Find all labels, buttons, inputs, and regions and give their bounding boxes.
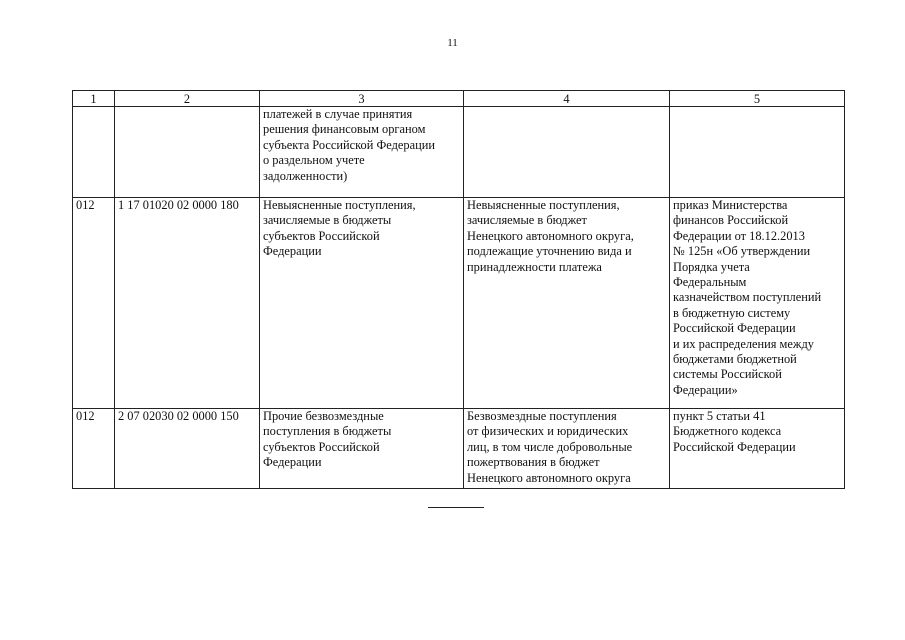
cell-text-line: пункт 5 статьи 41: [673, 409, 766, 423]
cell-text-line: субъектов Российской: [263, 439, 380, 454]
cell-legal-basis: [670, 107, 845, 198]
cell-text-line: Федерации: [263, 244, 322, 259]
cell-text-line: субъектов Российской: [263, 228, 380, 243]
cell-text-line: подлежащие уточнению вида и: [467, 244, 632, 259]
cell-text-line: бюджетами бюджетной: [673, 352, 797, 367]
cell-admin-code: 012: [73, 409, 115, 489]
cell-text-line: пожертвования в бюджет: [467, 455, 600, 470]
cell-text-line: поступления в бюджеты: [263, 424, 392, 439]
cell-income-name: [260, 409, 464, 489]
cell-text-line: Бюджетного кодекса: [673, 424, 782, 439]
cell-text-line: платежей в случае принятия: [263, 107, 413, 121]
cell-text-line: решения финансовым органом: [263, 122, 426, 137]
cell-legal-basis: [670, 409, 845, 489]
cell-income-description: [464, 409, 670, 489]
cell-admin-code: [73, 107, 115, 198]
cell-text-line: в бюджетную систему: [673, 305, 791, 320]
cell-text-line: Российской Федерации: [673, 439, 796, 454]
cell-text-line: и их распределения между: [673, 336, 814, 351]
cell-budget-classification-code: 1 17 01020 02 0000 180: [115, 198, 260, 409]
cell-text-line: Ненецкого автономного округа: [467, 470, 631, 485]
cell-text-line: Ненецкого автономного округа,: [467, 228, 634, 243]
cell-income-name: [260, 198, 464, 409]
table-row: [73, 107, 845, 198]
cell-text-line: лиц, в том числе добровольные: [467, 439, 633, 454]
cell-text-line: принадлежности платежа: [467, 259, 602, 274]
cell-text-line: № 125н «Об утверждении: [673, 244, 811, 259]
cell-legal-basis: [670, 198, 845, 409]
cell-text-line: от физических и юридических: [467, 424, 629, 439]
header-col-3: 3: [260, 91, 464, 107]
cell-text-line: Прочие безвозмездные: [263, 409, 384, 423]
header-col-2: 2: [115, 91, 260, 107]
table-row: [73, 198, 845, 409]
cell-income-name: [260, 107, 464, 198]
cell-text-line: зачисляемые в бюджеты: [263, 213, 392, 228]
header-col-4: 4: [464, 91, 670, 107]
cell-text-line: Безвозмездные поступления: [467, 409, 617, 423]
cell-text-line: задолженности): [263, 168, 348, 183]
header-col-1: 1: [73, 91, 115, 107]
cell-text-line: субъекта Российской Федерации: [263, 137, 435, 152]
table-row: [73, 409, 845, 489]
cell-text-line: приказ Министерства: [673, 198, 788, 212]
cell-text-line: Российской Федерации: [673, 321, 796, 336]
cell-budget-classification-code: 2 07 02030 02 0000 150: [115, 409, 260, 489]
cell-budget-classification-code: [115, 107, 260, 198]
cell-text-line: финансов Российской: [673, 213, 789, 228]
cell-text-line: Порядка учета: [673, 259, 750, 274]
cell-text-line: Невыясненные поступления,: [263, 198, 416, 212]
cell-text-line: Федерации: [263, 455, 322, 470]
cell-text-line: Невыясненные поступления,: [467, 198, 620, 212]
table-header-row: [73, 91, 845, 107]
cell-text-line: Федерации от 18.12.2013: [673, 228, 805, 243]
cell-text-line: зачисляемые в бюджет: [467, 213, 587, 228]
cell-text-line: казначейством поступлений: [673, 290, 822, 305]
cell-admin-code: 012: [73, 198, 115, 409]
cell-text-line: Федерации»: [673, 382, 738, 397]
cell-text-line: системы Российской: [673, 367, 782, 382]
cell-text-line: Федеральным: [673, 275, 747, 290]
cell-income-description: [464, 107, 670, 198]
cell-text-line: о раздельном учете: [263, 153, 365, 168]
end-of-document-rule: [428, 507, 484, 508]
header-col-5: 5: [670, 91, 845, 107]
cell-income-description: [464, 198, 670, 409]
income-codes-table: [72, 90, 845, 489]
page-number: 11: [447, 37, 458, 49]
